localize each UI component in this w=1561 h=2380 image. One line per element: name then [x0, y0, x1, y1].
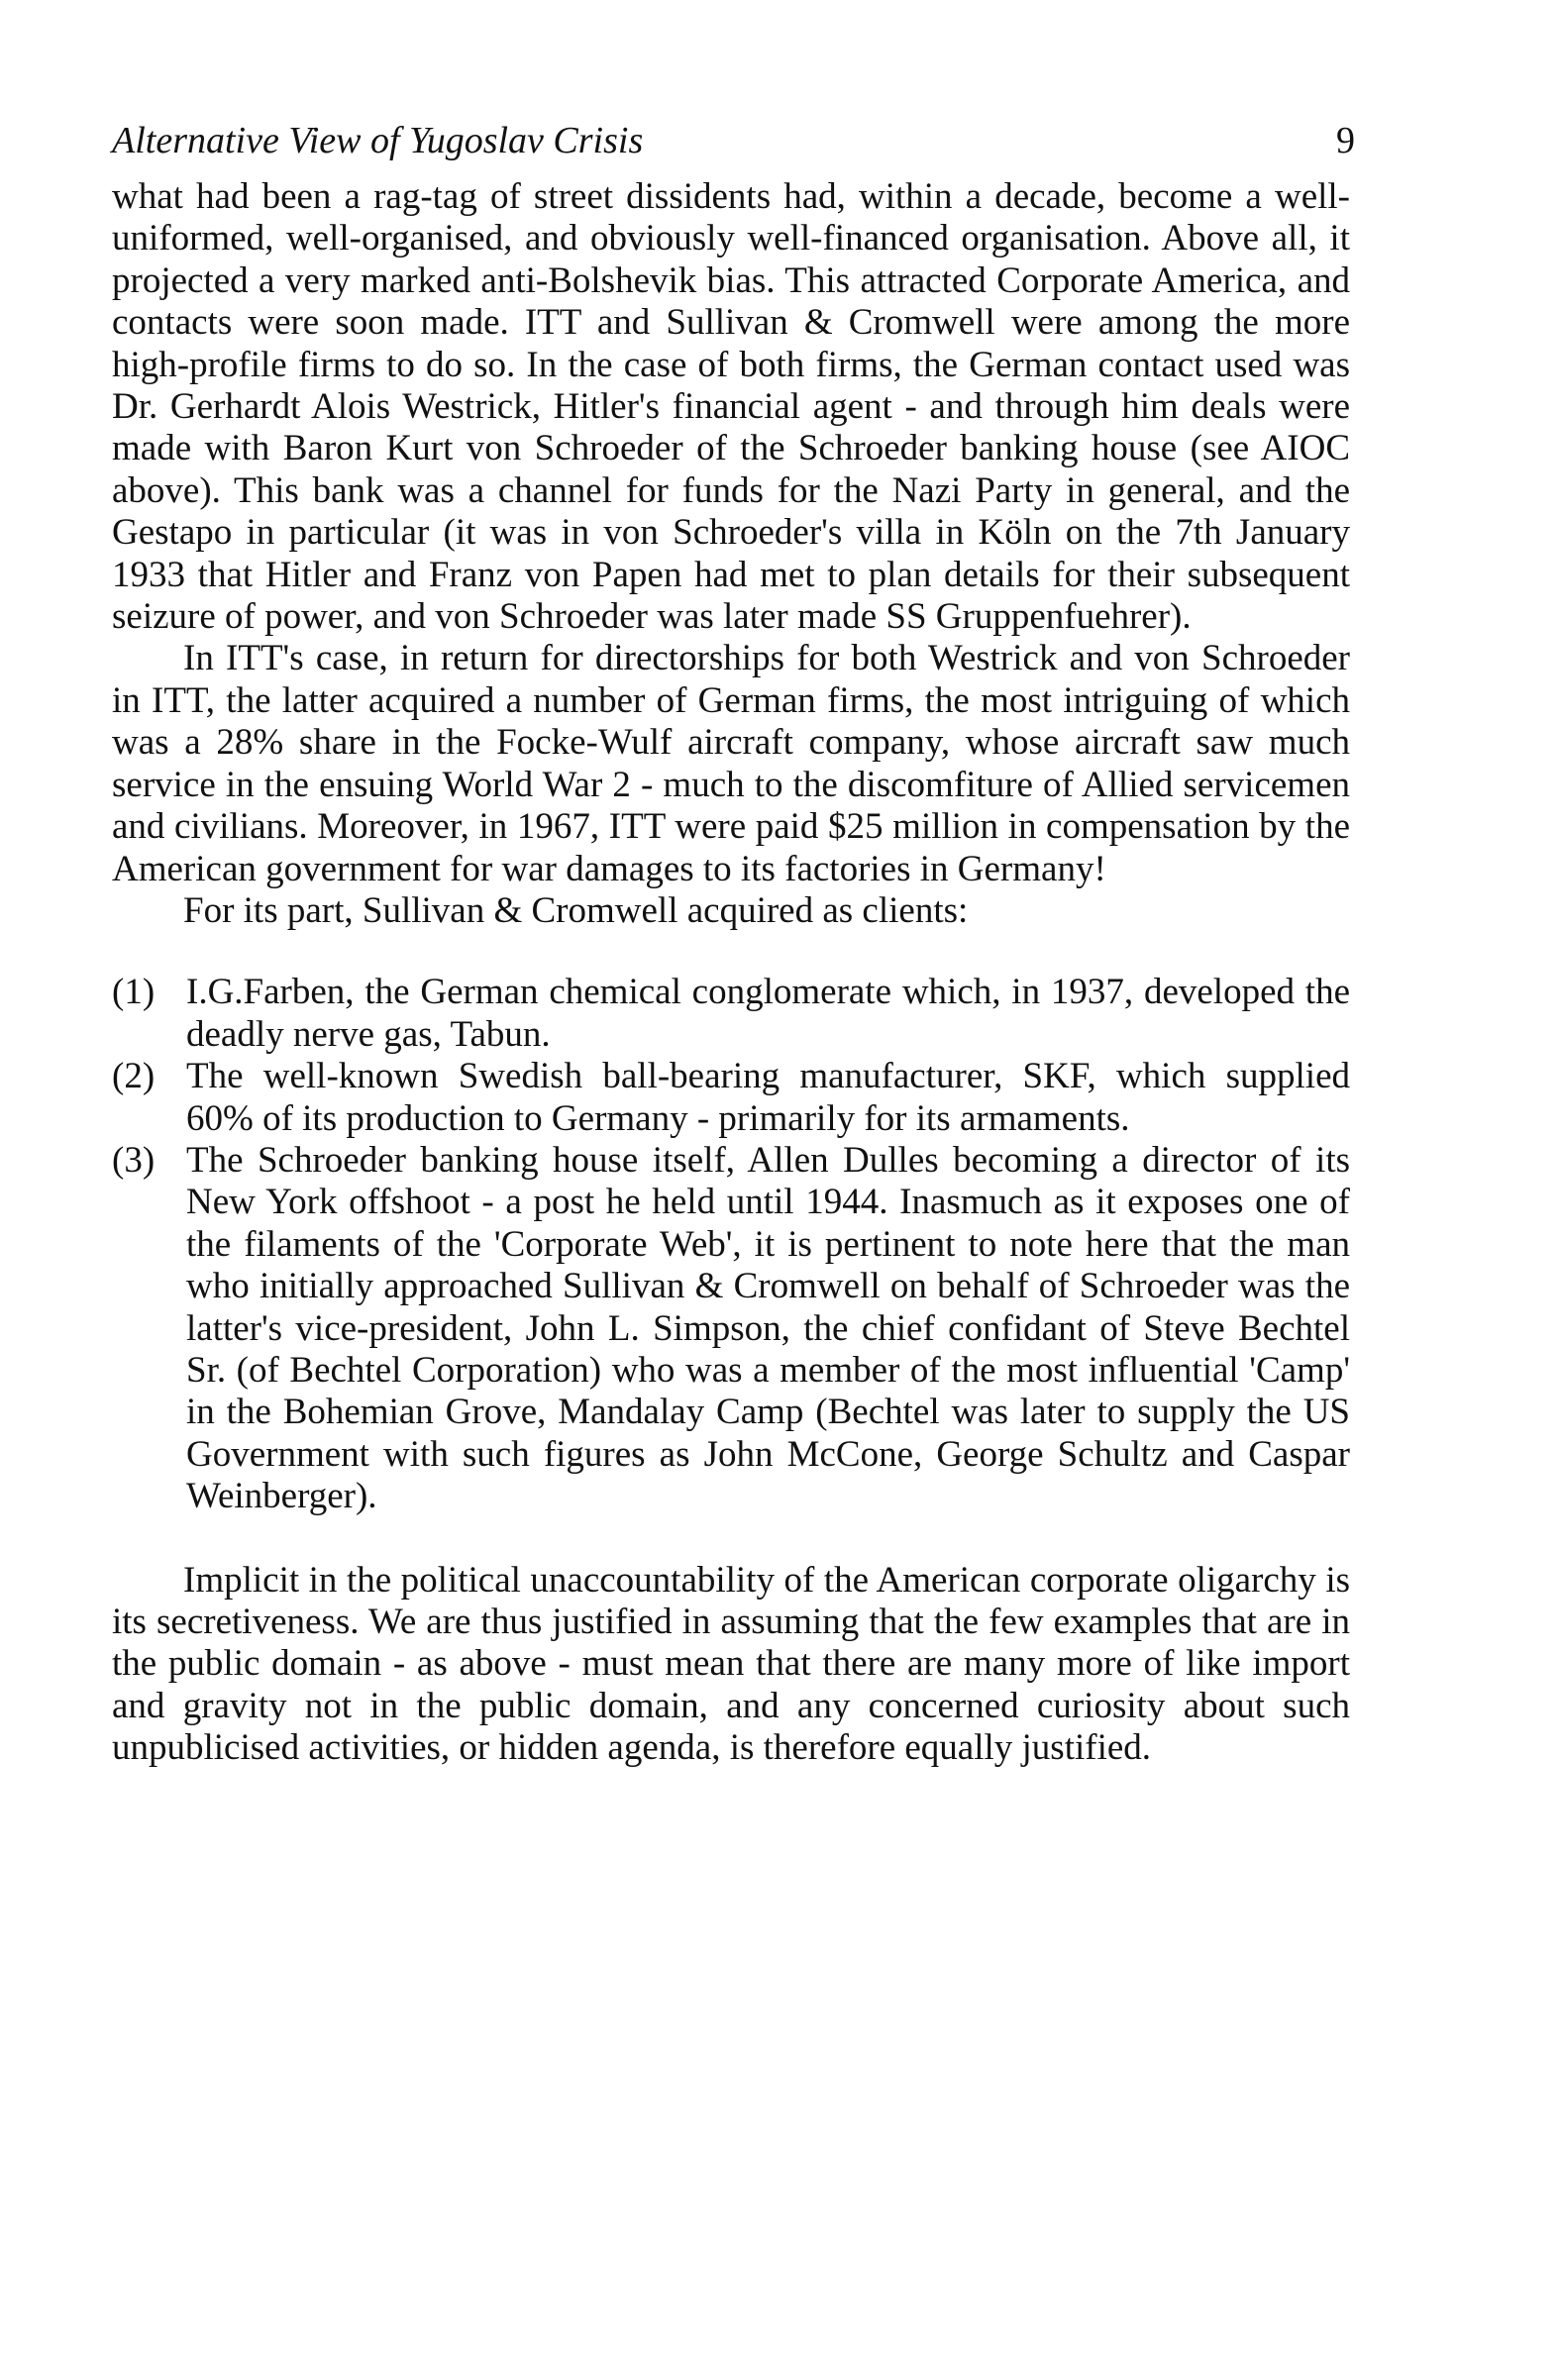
list-item — [112, 1056, 1350, 1140]
page-number: 9 — [1336, 120, 1355, 161]
book-page — [112, 107, 1355, 1770]
list-item-number: (3) — [112, 1139, 156, 1181]
clients-list — [112, 972, 1350, 1517]
running-title: Alternative View of Yugoslav Crisis — [112, 120, 644, 161]
list-item-text: The well-known Swedish ball-bearing manufacturer, SKF, which supplied 60% of its production to Germany - primarily for its armaments. — [186, 1056, 1350, 1139]
list-item-text: I.G.Farben, the German chemical conglomerate which, in 1937, developed the deadly nerve gas, Tabun. — [186, 972, 1350, 1055]
closing-text — [112, 1560, 1350, 1770]
running-header — [112, 107, 1355, 176]
list-item — [112, 1140, 1350, 1518]
paragraph-closing: Implicit in the political unaccountability of the American corporate oligarchy is its secretiveness. We are thus justified in assuming that the few examples that are in the public domain - as above - must mean that there are many more of like import and gravity not in the public domain, and any concerned curiosity about such unpublicised activities, or hidden agenda, is therefore equally justified. — [112, 1559, 1350, 1769]
main-text — [112, 176, 1350, 932]
list-item-text: The Schroeder banking house itself, Allen Dulles becoming a director of its New York offshoot - a post he held until 1944. Inasmuch as it exposes one of the filaments of the 'Corporate Web', it is pertinent to note here that the man who initially approached Sullivan & Cromwell on behalf of Schroeder was the latter's vice-president, John L. Simpson, the chief confidant of Steve Bechtel Sr. (of Bechtel Corporation) who was a member of the most influential 'Camp' in the Bohemian Grove, Mandalay Camp (Bechtel was later to supply the US Government with such figures as John McCone, George Schultz and Caspar Weinberger). — [186, 1139, 1350, 1517]
paragraph-sullivan-intro: For its part, Sullivan & Cromwell acquired as clients: — [183, 889, 969, 931]
paragraph-itt: In ITT's case, in return for directorships for both Westrick and von Schroeder in ITT, the latter acquired a number of German firms, the most intriguing of which was a 28% share in the Focke-Wulf aircraft company, whose aircraft saw much service in the ensuing World War 2 - much to the discomfiture of Allied servicemen and civilians. Moreover, in 1967, ITT were paid $25 million in compensation by the American government for war damages to its factories in Germany! — [112, 638, 1350, 889]
list-item — [112, 972, 1350, 1056]
list-item-number: (1) — [112, 972, 156, 1013]
list-item-number: (2) — [112, 1056, 156, 1097]
paragraph-continuation: what had been a rag-tag of street dissidents had, within a decade, become a well-uniformed, well-organised, and obviously well-financed organisation. Above all, it projected a very marked anti-Bolshevik bias. This attracted Corporate America, and contacts were soon made. ITT and Sullivan & Cromwell were among the more high-profile firms to do so. In the case of both firms, the German contact used was Dr. Gerhardt Alois Westrick, Hitler's financial agent - and through him deals were made with Baron Kurt von Schroeder of the Schroeder banking house (see AIOC above). This bank was a channel for funds for the Nazi Party in general, and the Gestapo in particular (it was in von Schroeder's villa in Köln on the 7th January 1933 that Hitler and Franz von Papen had met to plan details for their subsequent seizure of power, and von Schroeder was later made SS Gruppenfuehrer). — [112, 176, 1350, 638]
